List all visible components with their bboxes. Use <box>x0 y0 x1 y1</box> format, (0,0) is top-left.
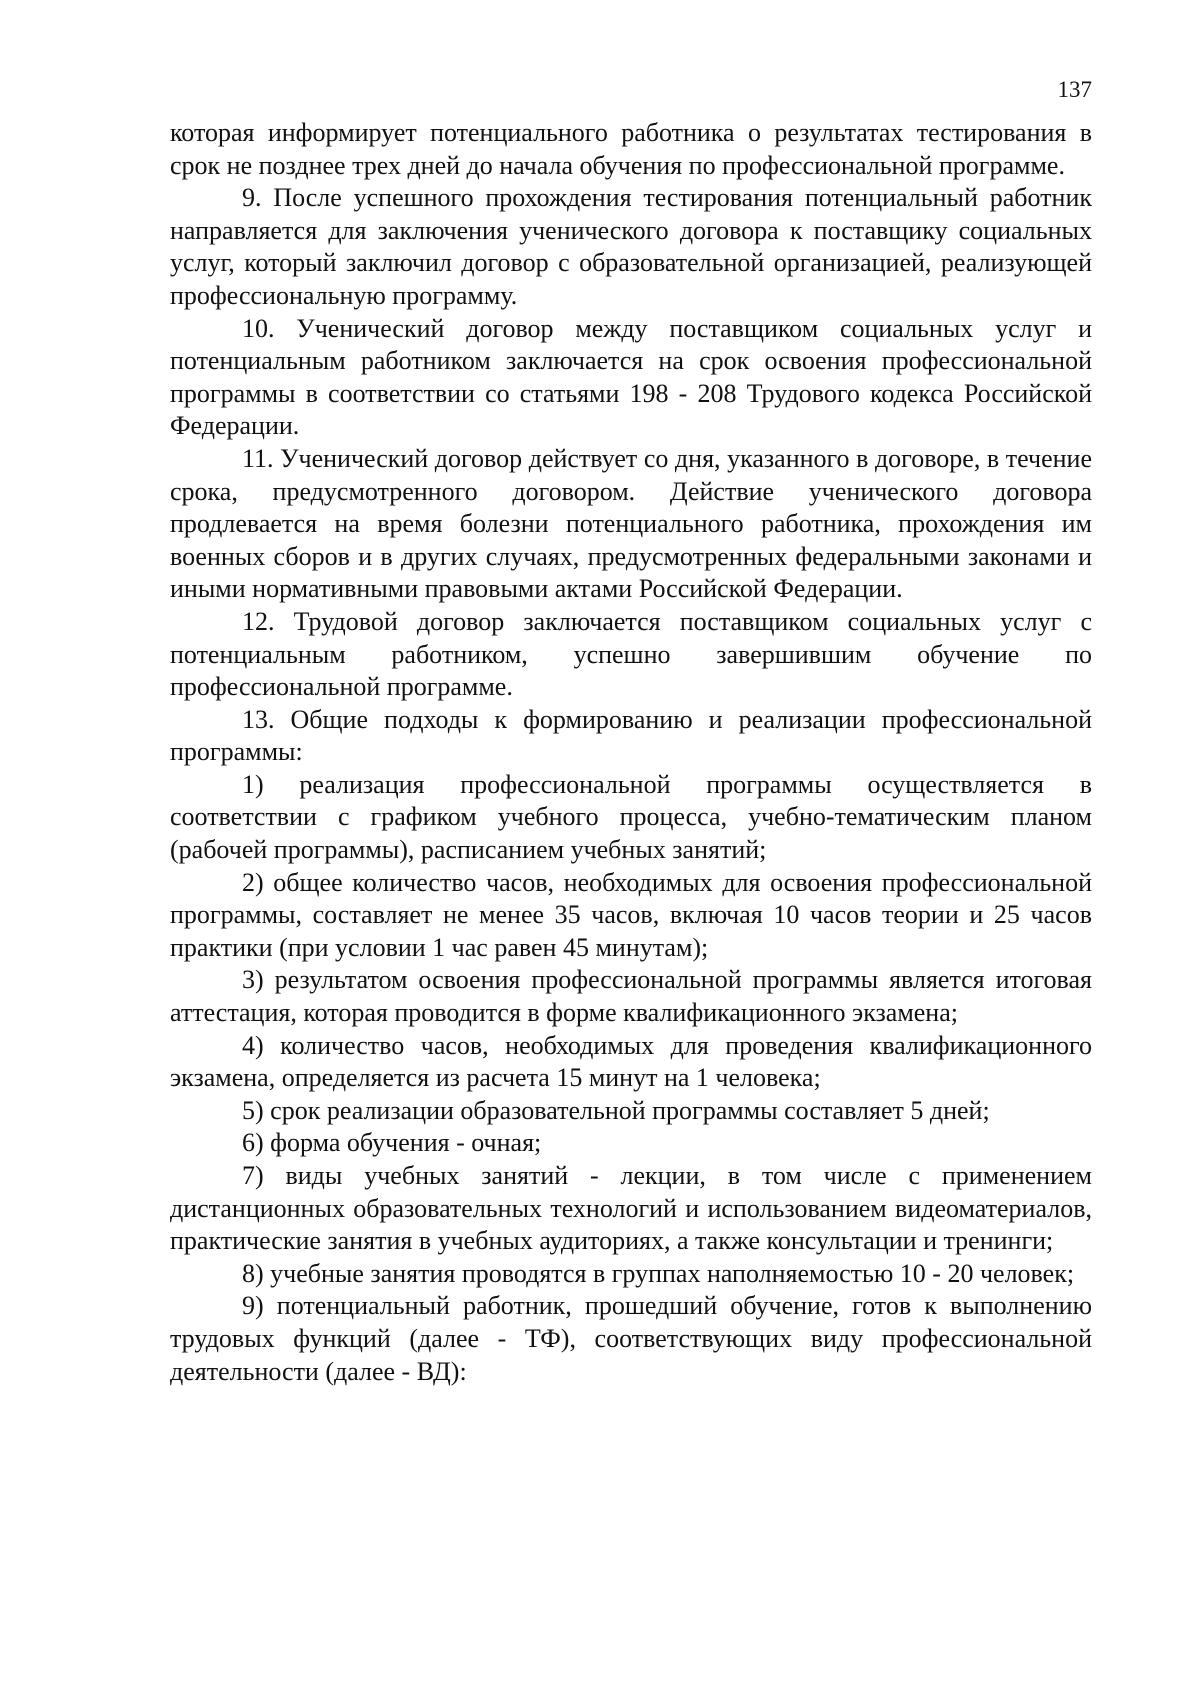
subitem-7: 7) виды учебных занятий - лекции, в том числе с применением дистанционных образовательных технологий и использованием видеоматериалов, практические занятия в учебных аудиториях, а также консультации и тренинги; <box>170 1161 1092 1256</box>
subitem-2: 2) общее количество часов, необходимых для освоения профессиональной программы, составляет не менее 35 часов, включая 10 часов теории и 25 часов практики (при условии 1 час равен 45 минутам); <box>170 867 1092 962</box>
page-number: 137 <box>1057 77 1092 102</box>
subitem-6: 6) форма обучения - очная; <box>242 1128 542 1158</box>
paragraph-continuation: которая информирует потенциального работника о результатах тестирования в срок не позднее трех дней до начала обучения по профессиональной программе. <box>170 118 1092 180</box>
subitem-9: 9) потенциальный работник, прошедший обучение, готов к выполнению трудовых функций (далее - ТФ), соответствующих виду профессиональной деятельности (далее - ВД): <box>170 1291 1092 1386</box>
subitem-3: 3) результатом освоения профессиональной программы является итоговая аттестация, которая проводится в форме квалификационного экзамена; <box>170 965 1092 1028</box>
subitem-8: 8) учебные занятия проводятся в группах наполняемостью 10 - 20 человек; <box>242 1258 1075 1288</box>
paragraph-item-13: 13. Общие подходы к формированию и реализации профессиональной программы: <box>170 704 1092 767</box>
subitem-5: 5) срок реализации образовательной программы составляет 5 дней; <box>242 1095 990 1125</box>
paragraph-item-10: 10. Ученический договор между поставщиком социальных услуг и потенциальным работником заключается на срок освоения профессиональной программы в соответствии со статьями 198 - 208 Трудового кодекса Российской Федерации. <box>170 313 1092 441</box>
paragraph-item-11: 11. Ученический договор действует со дня, указанного в договоре, в течение срока, предусмотренного договором. Действие ученического договора продлевается на время болезни потенциального работника, прохождения им военных сборов и в других случаях, предусмотренных федеральными законами и иными нормативными правовыми актами Российской Федерации. <box>170 443 1092 604</box>
subitem-4: 4) количество часов, необходимых для проведения квалификационного экзамена, определяется из расчета 15 минут на 1 человека; <box>170 1030 1092 1093</box>
document-body <box>170 117 1092 1388</box>
subitem-1: 1) реализация профессиональной программы осуществляется в соответствии с графиком учебного процесса, учебно-тематическим планом (рабочей программы), расписанием учебных занятий; <box>170 769 1092 865</box>
paragraph-item-9: 9. После успешного прохождения тестирования потенциальный работник направляется для заключения ученического договора к поставщику социальных услуг, который заключил договор с образовательной организацией, реализующей профессиональную программу. <box>170 183 1092 310</box>
paragraph-item-12: 12. Трудовой договор заключается поставщиком социальных услуг с потенциальным работником, успешно завершившим обучение по профессиональной программе. <box>170 606 1092 702</box>
